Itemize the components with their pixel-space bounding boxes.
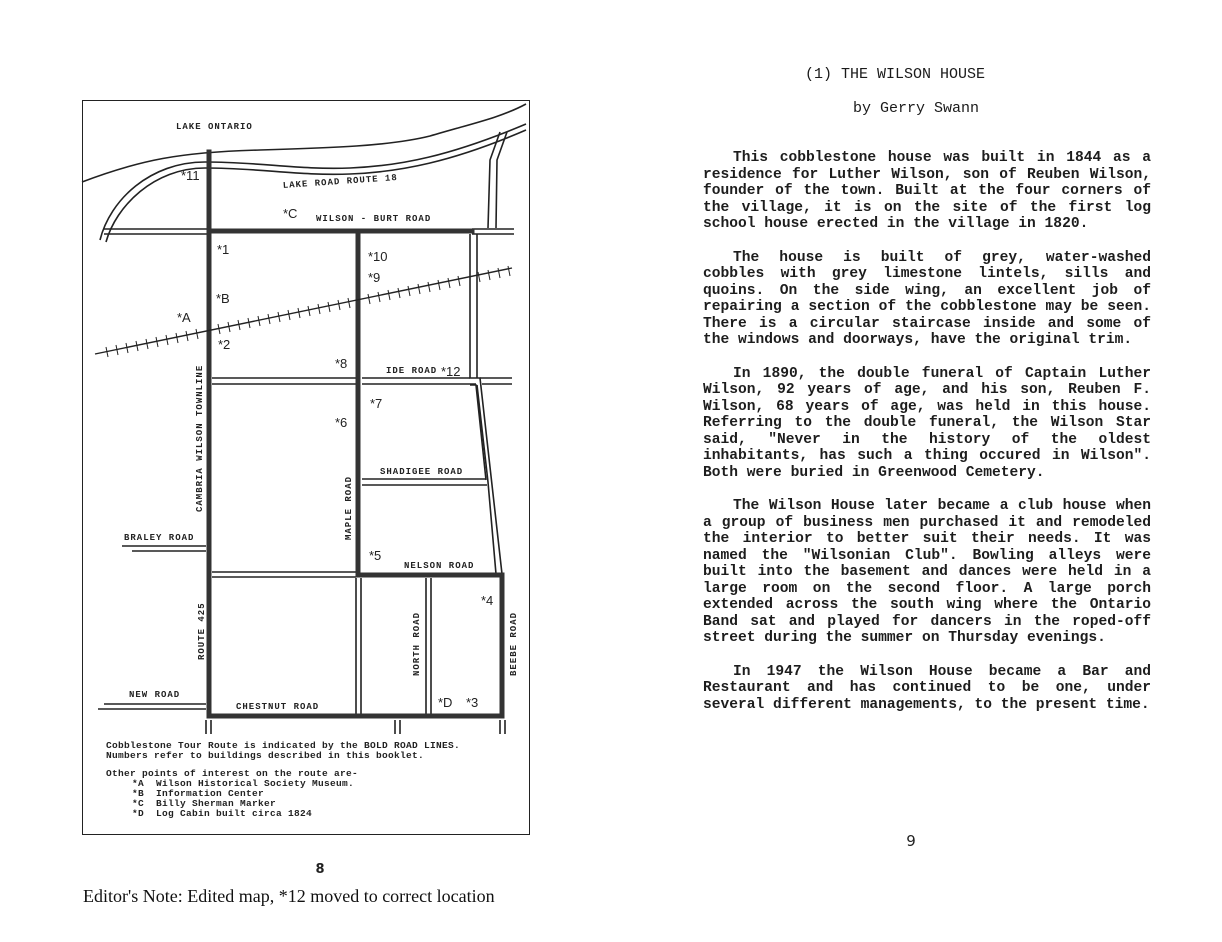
label-north-road: NORTH ROAD xyxy=(412,611,422,676)
marker-a: *A xyxy=(177,310,191,325)
label-beebe-road: BEEBE ROAD xyxy=(509,611,519,676)
paragraph-5: In 1947 the Wilson House became a Bar and Restaurant and has continued to be one, under several different managements, to the present time. xyxy=(703,663,1151,713)
label-route-425: ROUTE 425 xyxy=(197,602,207,660)
marker-b: *B xyxy=(216,291,230,306)
map-frame xyxy=(82,100,530,835)
marker-8: *8 xyxy=(335,356,348,371)
paragraph-3: In 1890, the double funeral of Captain Luther Wilson, 92 years of age, and his son, Reuben F. Wilson, 68 years of age, was held in this house. Referring to the double funeral, the Wilson Star said, "Never in the history of the oldest inhabitants, has such a thing occured in Wilson". Both were buried in Greenwood Cemetery. xyxy=(703,365,1151,481)
marker-4: *4 xyxy=(481,593,494,608)
legend-item-c: *C Billy Sherman Marker xyxy=(132,798,277,809)
editor-note: Editor's Note: Edited map, *12 moved to correct location xyxy=(83,886,495,906)
marker-12: *12 xyxy=(441,364,461,379)
marker-7: *7 xyxy=(370,396,383,411)
paragraph-2: The house is built of grey, water-washed cobbles with grey limestone lintels, sills and quoins. On the side wing, an excellent job of repairing a section of the cobblestone may be seen. There is a circular staircase inside and some of the windows and doorways, have the original trim. xyxy=(703,249,1151,348)
paragraph-4: The Wilson House later became a club house when a group of business men purchased it and remodeled the interior to better suit their needs. It was named the "Wilsonian Club". Bowling alleys were built into the basement and dances were held in a large room on the second floor. A large porch extended across the south wing where the Ontario Band sat and played for dancers in the roped-off street during the summer on Thursday evenings. xyxy=(703,498,1151,646)
marker-6: *6 xyxy=(335,415,348,430)
label-wilson-burt-road: WILSON - BURT ROAD xyxy=(316,214,432,224)
marker-d: *D xyxy=(438,695,453,710)
label-ide-road: IDE ROAD xyxy=(386,366,438,376)
label-nelson-road: NELSON ROAD xyxy=(404,561,475,571)
marker-11: *11 xyxy=(181,168,200,183)
page-number-left: 8 xyxy=(315,862,325,877)
marker-9: *9 xyxy=(368,270,381,285)
article-body xyxy=(703,150,1151,730)
legend-item-d: *D Log Cabin built circa 1824 xyxy=(132,808,313,819)
marker-10: *10 xyxy=(368,249,388,264)
marker-3: *3 xyxy=(466,695,479,710)
marker-2: *2 xyxy=(218,337,231,352)
legend-route-note: Cobblestone Tour Route is indicated by the BOLD ROAD LINES. xyxy=(106,740,461,751)
legend-item-b: *B Information Center xyxy=(132,788,265,799)
article-title: (1) THE WILSON HOUSE xyxy=(805,66,986,83)
article-author: by Gerry Swann xyxy=(853,100,980,117)
label-cambria-wilson-townline: CAMBRIA WILSON TOWNLINE xyxy=(195,364,205,512)
label-new-road: NEW ROAD xyxy=(129,690,181,700)
label-lake-ontario: LAKE ONTARIO xyxy=(176,122,253,132)
label-chestnut-road: CHESTNUT ROAD xyxy=(236,702,320,712)
legend-numbers-note: Numbers refer to buildings described in this booklet. xyxy=(106,750,425,761)
paragraph-1: This cobblestone house was built in 1844 as a residence for Luther Wilson, son of Reuben Wilson, founder of the town. Built at the four corners of the village, it is on the site of the first log school house erected in the village in 1820. xyxy=(703,150,1151,232)
marker-c: *C xyxy=(283,206,298,221)
legend-intro: Other points of interest on the route are- xyxy=(106,768,359,779)
label-shadigee-road: SHADIGEE ROAD xyxy=(380,467,464,477)
legend-item-a: *A Wilson Historical Society Museum. xyxy=(132,778,355,789)
label-braley-road: BRALEY ROAD xyxy=(124,533,195,543)
map-legend xyxy=(106,741,516,819)
page-number-right: 9 xyxy=(906,832,916,850)
label-maple-road: MAPLE ROAD xyxy=(344,475,354,540)
marker-5: *5 xyxy=(369,548,382,563)
marker-1: *1 xyxy=(217,242,230,257)
label-lake-road: LAKE ROAD ROUTE 18 xyxy=(282,172,399,191)
